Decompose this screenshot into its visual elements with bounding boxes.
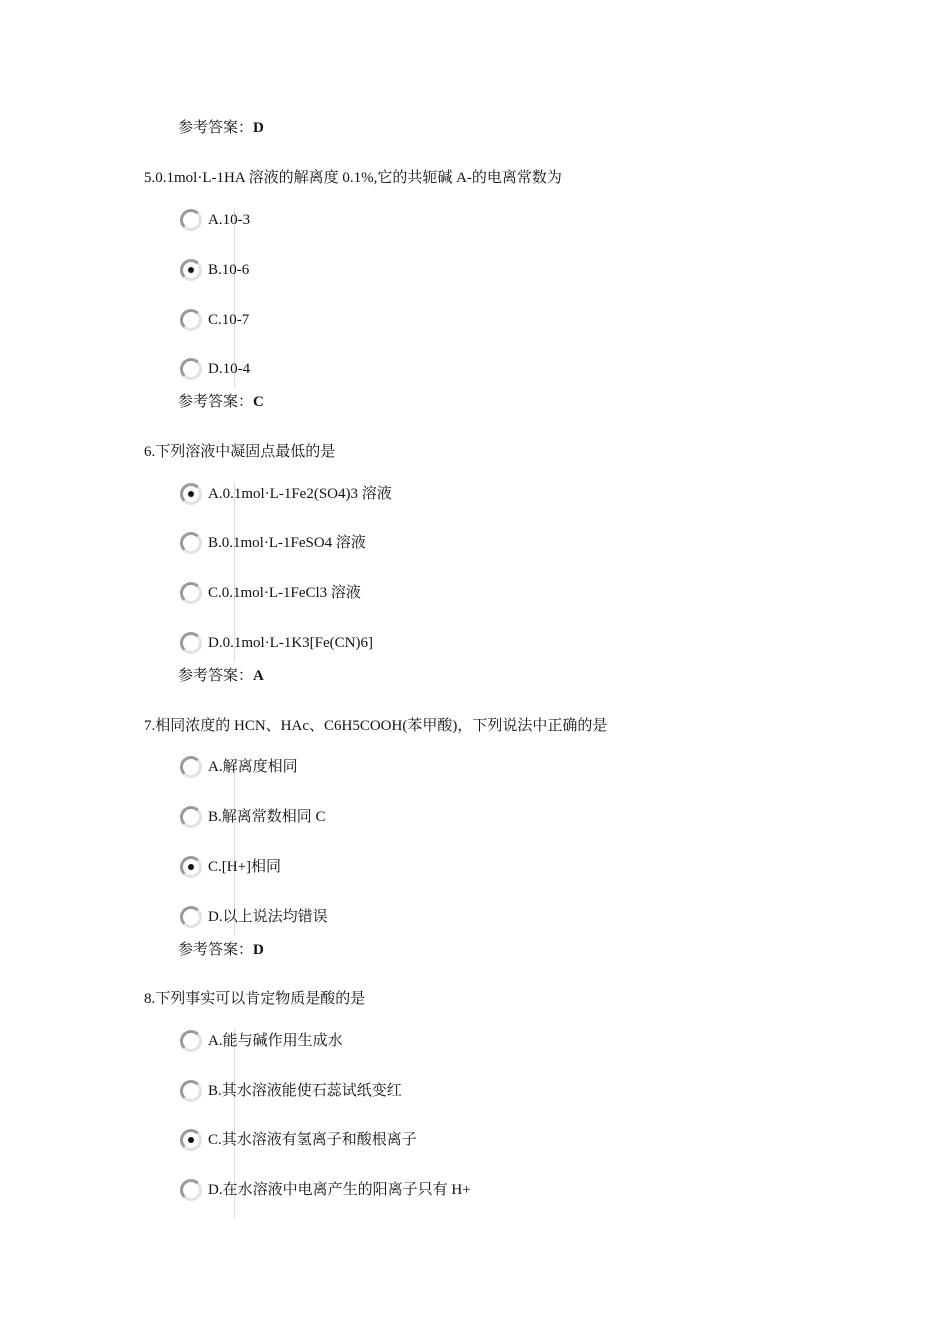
- radio-button-icon[interactable]: [180, 582, 202, 604]
- option-label: B.解离常数相同 C: [208, 809, 326, 825]
- option-label: C.其水溶液有氢离子和酸根离子: [208, 1132, 417, 1148]
- option-q8-c[interactable]: [180, 1127, 417, 1153]
- question-text: 7.相同浓度的 HCN、HAc、C6H5COOH(苯甲酸)，下列说法中正确的是: [144, 718, 608, 734]
- question-text: 6.下列溶液中凝固点最低的是: [144, 444, 336, 460]
- answer-value: D: [253, 120, 264, 136]
- option-label: D.以上说法均错误: [208, 909, 328, 925]
- answer-line: [178, 392, 264, 412]
- option-q6-a[interactable]: [180, 481, 392, 507]
- answer-line: [178, 118, 264, 138]
- option-q8-a[interactable]: [180, 1028, 343, 1054]
- option-label: A.解离度相同: [208, 759, 298, 775]
- radio-button-checked-icon[interactable]: [180, 483, 202, 505]
- option-label: D.在水溶液中电离产生的阳离子只有 H+: [208, 1182, 471, 1198]
- radio-button-icon[interactable]: [180, 358, 202, 380]
- answer-line: [178, 940, 264, 960]
- option-q5-d[interactable]: [180, 356, 250, 382]
- option-label: C.0.1mol·L-1FeCl3 溶液: [208, 585, 361, 601]
- option-q7-a[interactable]: [180, 754, 298, 780]
- option-q5-a[interactable]: [180, 207, 250, 233]
- option-label: A.0.1mol·L-1Fe2(SO4)3 溶液: [208, 486, 392, 502]
- option-q7-c[interactable]: [180, 854, 281, 880]
- option-label: B.0.1mol·L-1FeSO4 溶液: [208, 535, 366, 551]
- radio-button-checked-icon[interactable]: [180, 856, 202, 878]
- radio-button-icon[interactable]: [180, 756, 202, 778]
- option-label: C.[H+]相同: [208, 859, 282, 875]
- option-q6-c[interactable]: [180, 580, 361, 606]
- answer-value: D: [253, 942, 264, 958]
- option-label: A.能与碱作用生成水: [208, 1033, 343, 1049]
- option-label: D.10-4: [208, 361, 251, 377]
- option-q7-d[interactable]: [180, 904, 328, 930]
- question-text: 8.下列事实可以肯定物质是酸的是: [144, 991, 366, 1007]
- radio-button-icon[interactable]: [180, 209, 202, 231]
- radio-button-checked-icon[interactable]: [180, 1129, 202, 1151]
- radio-button-checked-icon[interactable]: [180, 259, 202, 281]
- option-q8-b[interactable]: [180, 1078, 402, 1104]
- option-label: C.10-7: [208, 312, 250, 328]
- radio-button-icon[interactable]: [180, 906, 202, 928]
- radio-button-icon[interactable]: [180, 532, 202, 554]
- answer-value: A: [253, 668, 264, 684]
- question-text: 5.0.1mol·L-1HA 溶液的解离度 0.1%,它的共轭碱 A-的电离常数为: [144, 170, 562, 186]
- option-q8-d[interactable]: [180, 1177, 471, 1203]
- option-label: B.其水溶液能使石蕊试纸变红: [208, 1083, 402, 1099]
- option-q7-b[interactable]: [180, 804, 326, 830]
- radio-button-icon[interactable]: [180, 1179, 202, 1201]
- option-q5-c[interactable]: [180, 307, 249, 333]
- answer-label: 参考答案：: [178, 668, 254, 684]
- answer-label: 参考答案：: [178, 942, 254, 958]
- radio-button-icon[interactable]: [180, 806, 202, 828]
- option-q5-b[interactable]: [180, 257, 249, 283]
- answer-label: 参考答案：: [178, 120, 254, 136]
- radio-button-icon[interactable]: [180, 1030, 202, 1052]
- option-label: B.10-6: [208, 262, 250, 278]
- answer-line: [178, 666, 264, 686]
- option-label: D.0.1mol·L-1K3[Fe(CN)6]: [208, 635, 373, 651]
- radio-button-icon[interactable]: [180, 1080, 202, 1102]
- answer-value: C: [253, 394, 264, 410]
- radio-button-icon[interactable]: [180, 309, 202, 331]
- answer-label: 参考答案：: [178, 394, 254, 410]
- radio-button-icon[interactable]: [180, 632, 202, 654]
- option-label: A.10-3: [208, 212, 251, 228]
- option-q6-b[interactable]: [180, 530, 366, 556]
- option-q6-d[interactable]: [180, 630, 373, 656]
